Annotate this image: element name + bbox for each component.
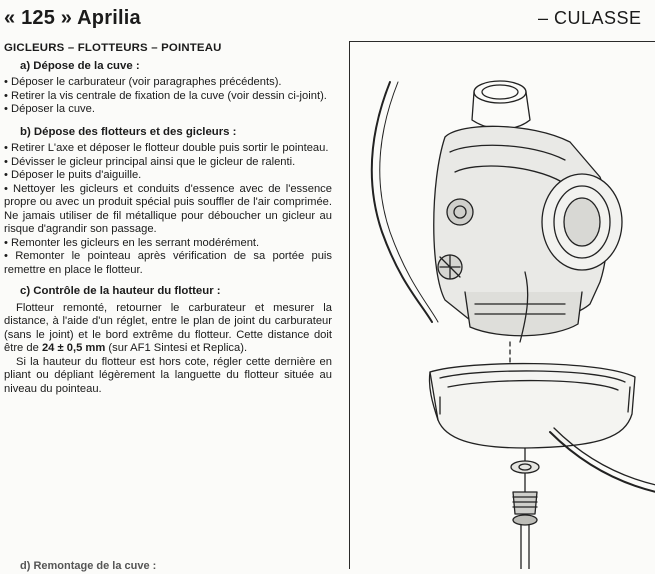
measurement-value: 24 ± 0,5 mm [41,342,106,354]
brand-name: Aprilia [77,7,141,29]
subsection-d-title: d) Remontage de la cuve : [20,560,157,572]
subsection-b-title: b) Dépose des flotteurs et des gicleurs : [20,125,237,138]
paragraph: Si la hauteur du flotteur est hors cote, régler cette dernière en pliant ou dépliant légèrement la languette du flotteur située au niveau du pointeau. [4,355,332,395]
list-item: • Retirer la vis centrale de fixation de la cuve (voir dessin ci-joint). [4,90,332,104]
list-item: • Déposer la cuve. [4,103,332,117]
list-item: • Remonter le pointeau après vérification de sa portée puis remettre en place le flotteur. [4,250,332,277]
carburetor-illustration [350,42,655,569]
page-header-left [4,7,141,30]
paragraph [4,302,332,356]
list-item: • Dévisser le gicleur principal ainsi que le gicleur de ralenti. [4,156,332,170]
section-heading: – CULASSE [538,8,642,28]
text-column [4,42,332,396]
subsection-c-title: c) Contrôle de la hauteur du flotteur : [20,285,221,297]
list-item: • Retirer L'axe et déposer le flotteur double puis sortir le pointeau. [4,142,332,156]
list-item: • Déposer le carburateur (voir paragraphes précédents). [4,76,332,90]
paragraph-text: Flotteur remonté, retourner le carburateur et mesurer la distance, à l'aide d'un réglet, entre le plan de joint du carburateur (sans le joint) et le bord extrême du flotteur. Cette distance doit être de [4,301,332,354]
figure-panel [349,41,655,569]
paragraph-text: (sur AF1 Sintesi et Replica). [108,342,248,354]
list-item: • Remonter les gicleurs en les serrant modérément. [4,237,332,251]
list-item: • Déposer le puits d'aiguille. [4,169,332,183]
page-number: « 125 » [4,7,73,29]
section-title: GICLEURS – FLOTTEURS – POINTEAU [4,42,222,54]
subsection-a-title: a) Dépose de la cuve : [20,59,140,72]
list-item: • Nettoyer les gicleurs et conduits d'essence avec de l'essence propre ou avec un produit spécial puis souffler de l'air comprimée. Ne jamais utiliser de fil métallique pour déboucher un gicleur au risque d'agrandir son passage. [4,183,332,237]
